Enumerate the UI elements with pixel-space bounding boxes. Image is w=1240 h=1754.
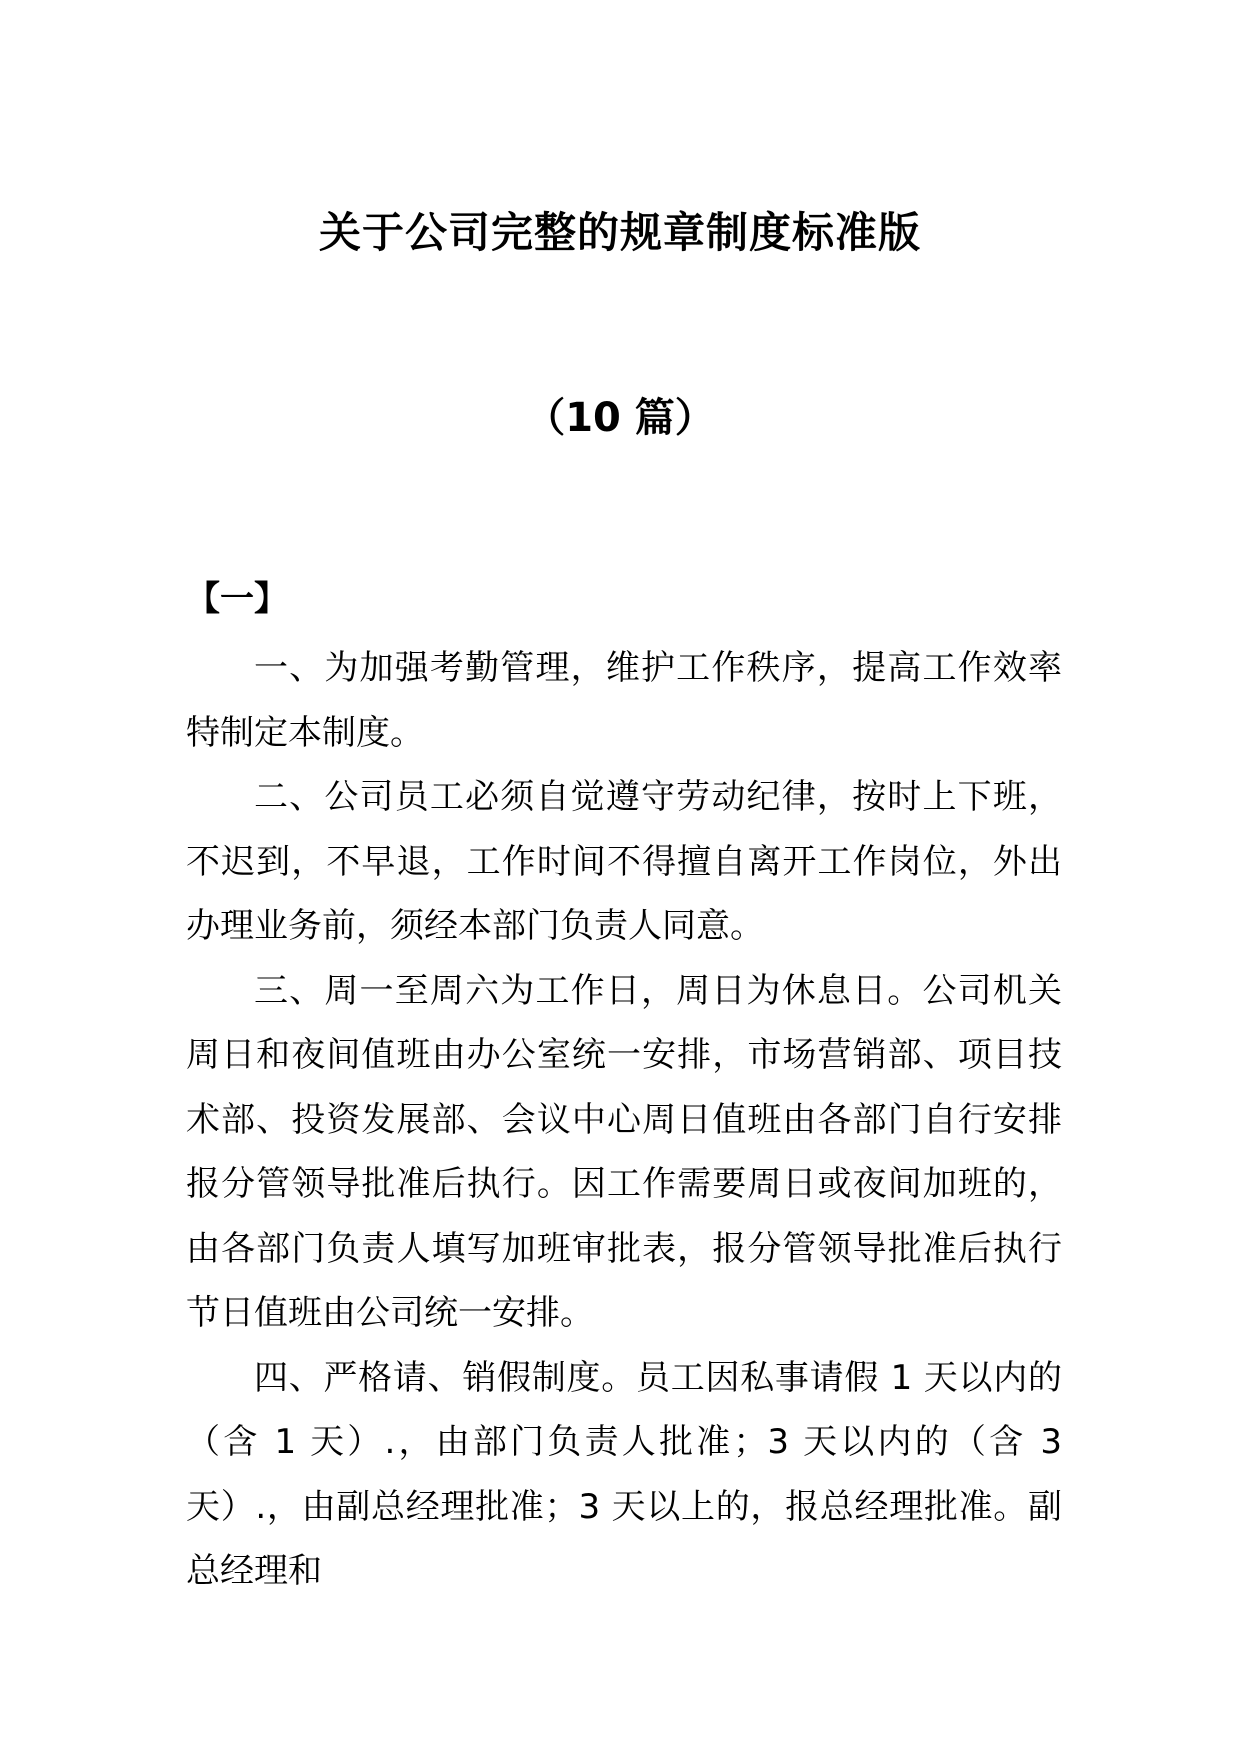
document-subtitle: （10 篇） xyxy=(525,395,715,441)
body-text xyxy=(186,636,1062,1604)
document-title: 关于公司完整的规章制度标准版 xyxy=(318,208,921,257)
paragraph-3: 三、周一至周六为工作日，周日为休息日。公司机关周日和夜间值班由办公室统一安排，市场营销部、项目技术部、投资发展部、会议中心周日值班由各部门自行安排报分管领导批准后执行。因工作需要周日或夜间加班的，由各部门负责人填写加班审批表，报分管领导批准后执行节日值班由公司统一安排。 xyxy=(186,970,1062,1333)
section-marker: 【一】 xyxy=(186,579,288,619)
paragraph-1: 一、为加强考勤管理，维护工作秩序，提高工作效率特制定本制度。 xyxy=(186,648,1062,753)
paragraph-4: 四、严格请、销假制度。员工因私事请假 1 天以内的（含 1 天）.，由部门负责人批准；3 天以内的（含 3 天）.，由副总经理批准；3 天以上的，报总经理批准。副总经理和 xyxy=(186,1357,1062,1591)
paragraph-2: 二、公司员工必须自觉遵守劳动纪律，按时上下班，不迟到，不早退，工作时间不得擅自离开工作岗位，外出办理业务前，须经本部门负责人同意。 xyxy=(186,777,1062,946)
